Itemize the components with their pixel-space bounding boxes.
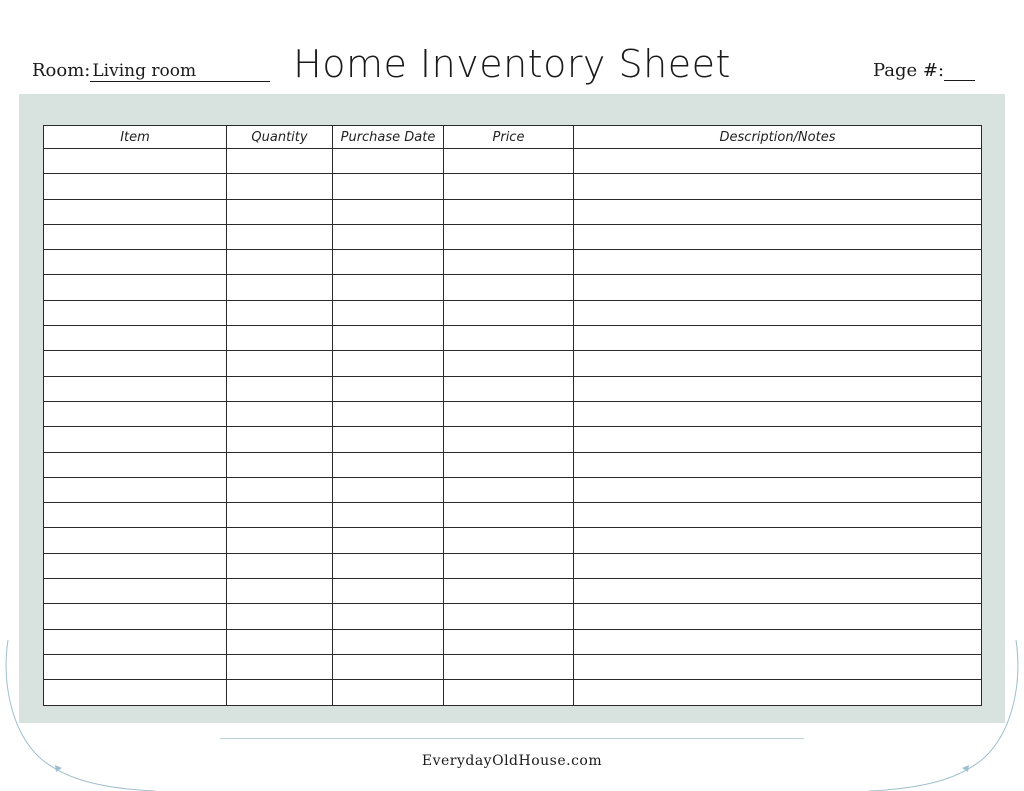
table-cell[interactable] [227, 528, 333, 553]
table-cell[interactable] [44, 528, 227, 553]
column-header-item: Item [44, 126, 227, 149]
table-cell[interactable] [333, 629, 444, 654]
table-cell[interactable] [574, 579, 982, 604]
table-cell[interactable] [574, 149, 982, 174]
table-row [44, 376, 982, 401]
table-row [44, 680, 982, 705]
table-row [44, 629, 982, 654]
table-row [44, 149, 982, 174]
page-number-label: Page #: [873, 60, 945, 81]
table-cell[interactable] [574, 300, 982, 325]
table-row [44, 604, 982, 629]
table-cell[interactable] [574, 528, 982, 553]
table-cell[interactable] [227, 654, 333, 679]
table-cell[interactable] [44, 174, 227, 199]
table-cell[interactable] [44, 604, 227, 629]
table-cell[interactable] [333, 604, 444, 629]
table-row [44, 351, 982, 376]
table-cell[interactable] [333, 199, 444, 224]
table-cell[interactable] [227, 376, 333, 401]
table-cell[interactable] [44, 477, 227, 502]
table-row [44, 326, 982, 351]
column-header-description-notes: Description/Notes [574, 126, 982, 149]
table-cell[interactable] [444, 680, 574, 705]
page-number-field [873, 60, 975, 81]
table-cell[interactable] [44, 149, 227, 174]
room-value: Living room [90, 62, 270, 82]
table-cell[interactable] [444, 250, 574, 275]
table-cell[interactable] [574, 477, 982, 502]
table-cell[interactable] [444, 503, 574, 528]
table-row [44, 477, 982, 502]
table-cell[interactable] [44, 401, 227, 426]
table-cell[interactable] [574, 351, 982, 376]
table-cell[interactable] [444, 452, 574, 477]
table-cell[interactable] [444, 300, 574, 325]
table-cell[interactable] [444, 427, 574, 452]
table-body [44, 149, 982, 706]
column-header-purchase-date: Purchase Date [333, 126, 444, 149]
table-cell[interactable] [227, 174, 333, 199]
table-cell[interactable] [333, 300, 444, 325]
table-cell[interactable] [574, 452, 982, 477]
table-cell[interactable] [227, 604, 333, 629]
table-cell[interactable] [444, 376, 574, 401]
table-cell[interactable] [333, 528, 444, 553]
table-row [44, 528, 982, 553]
table-row [44, 553, 982, 578]
table-cell[interactable] [44, 275, 227, 300]
table-cell[interactable] [44, 553, 227, 578]
table-cell[interactable] [227, 452, 333, 477]
table-row [44, 503, 982, 528]
table-cell[interactable] [333, 680, 444, 705]
table-row [44, 401, 982, 426]
table-cell[interactable] [574, 376, 982, 401]
table-cell[interactable] [333, 376, 444, 401]
table-cell[interactable] [227, 477, 333, 502]
table-cell[interactable] [227, 300, 333, 325]
page-title: Home Inventory Sheet [293, 42, 731, 86]
table-cell[interactable] [574, 250, 982, 275]
table-cell[interactable] [44, 326, 227, 351]
table-cell[interactable] [227, 427, 333, 452]
table-cell[interactable] [444, 174, 574, 199]
table-cell[interactable] [44, 503, 227, 528]
table-cell[interactable] [574, 503, 982, 528]
table-row [44, 654, 982, 679]
table-row [44, 300, 982, 325]
column-header-price: Price [444, 126, 574, 149]
table-cell[interactable] [444, 629, 574, 654]
inventory-table [43, 125, 982, 706]
table-cell[interactable] [444, 275, 574, 300]
table-cell[interactable] [44, 224, 227, 249]
table-row [44, 452, 982, 477]
footer-website: EverydayOldHouse.com [421, 753, 603, 769]
table-cell[interactable] [444, 553, 574, 578]
table-cell[interactable] [574, 604, 982, 629]
table-cell[interactable] [227, 224, 333, 249]
table-cell[interactable] [444, 528, 574, 553]
table-cell[interactable] [227, 503, 333, 528]
table-cell[interactable] [574, 326, 982, 351]
room-label: Room: [32, 60, 91, 81]
table-cell[interactable] [444, 477, 574, 502]
table-cell[interactable] [574, 275, 982, 300]
table-row [44, 224, 982, 249]
table-cell[interactable] [44, 199, 227, 224]
table-cell[interactable] [444, 199, 574, 224]
table-cell[interactable] [44, 351, 227, 376]
table-cell[interactable] [227, 149, 333, 174]
page-number-blank [944, 61, 975, 81]
footer-divider [220, 738, 804, 739]
table-cell[interactable] [333, 174, 444, 199]
table-cell[interactable] [227, 326, 333, 351]
table-row [44, 174, 982, 199]
table-cell[interactable] [44, 452, 227, 477]
table-row [44, 579, 982, 604]
table-cell[interactable] [44, 300, 227, 325]
table-cell[interactable] [333, 275, 444, 300]
table-row [44, 275, 982, 300]
column-header-quantity: Quantity [227, 126, 333, 149]
table-cell[interactable] [333, 553, 444, 578]
table-cell[interactable] [227, 275, 333, 300]
table-cell[interactable] [333, 654, 444, 679]
table-cell[interactable] [333, 452, 444, 477]
table-row [44, 250, 982, 275]
table-cell[interactable] [227, 199, 333, 224]
table-cell[interactable] [333, 427, 444, 452]
table-cell[interactable] [227, 629, 333, 654]
table-cell[interactable] [574, 553, 982, 578]
table-cell[interactable] [227, 553, 333, 578]
table-cell[interactable] [227, 250, 333, 275]
table-cell[interactable] [444, 401, 574, 426]
table-cell[interactable] [333, 224, 444, 249]
table-cell[interactable] [444, 654, 574, 679]
table-cell[interactable] [333, 477, 444, 502]
table-cell[interactable] [444, 224, 574, 249]
table-row [44, 427, 982, 452]
table-cell[interactable] [333, 351, 444, 376]
table-cell[interactable] [444, 351, 574, 376]
table-cell[interactable] [333, 579, 444, 604]
table-cell[interactable] [444, 579, 574, 604]
table-cell[interactable] [44, 376, 227, 401]
table-cell[interactable] [444, 604, 574, 629]
table-cell[interactable] [44, 427, 227, 452]
table-row [44, 199, 982, 224]
table-cell[interactable] [574, 427, 982, 452]
table-cell[interactable] [227, 680, 333, 705]
table-cell[interactable] [574, 401, 982, 426]
table-cell[interactable] [333, 250, 444, 275]
table-cell[interactable] [333, 401, 444, 426]
table-cell[interactable] [44, 250, 227, 275]
table-cell[interactable] [574, 174, 982, 199]
table-cell[interactable] [574, 224, 982, 249]
table-header-row [44, 126, 982, 149]
table-cell[interactable] [333, 503, 444, 528]
table-cell[interactable] [227, 401, 333, 426]
table-cell[interactable] [333, 326, 444, 351]
table-cell[interactable] [444, 326, 574, 351]
table-cell[interactable] [227, 579, 333, 604]
table-cell[interactable] [227, 351, 333, 376]
table-cell[interactable] [574, 199, 982, 224]
table-cell[interactable] [444, 149, 574, 174]
table-cell[interactable] [333, 149, 444, 174]
table-cell[interactable] [44, 579, 227, 604]
